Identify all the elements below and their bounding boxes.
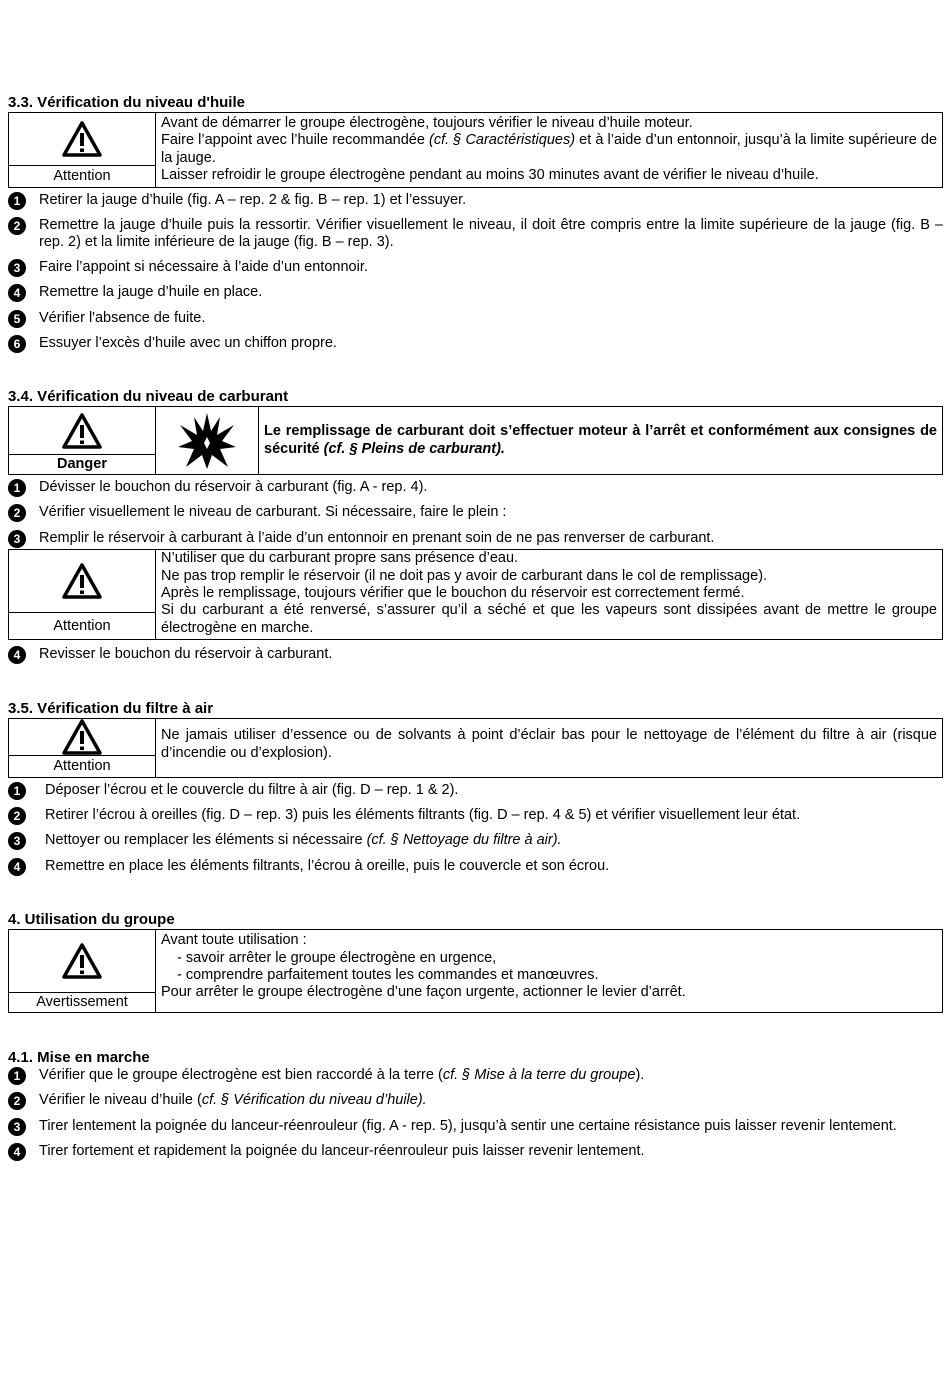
- step-number: 1: [8, 782, 26, 800]
- list-item: 4 Remettre la jauge d’huile en place.: [8, 284, 943, 302]
- fuel-steps-list-2: [8, 646, 943, 664]
- list-item: 6 Essuyer l’excès d’huile avec un chiffon propre.: [8, 335, 943, 353]
- startup-steps-list: [8, 1067, 943, 1162]
- air-filter-steps-list: [8, 782, 943, 877]
- attention-box-fuel: [8, 549, 943, 640]
- air-filter-warning-text: Ne jamais utiliser d’essence ou de solvants à point d’éclair bas pour le nettoyage de l’élément du filtre à air (risque d’incendie ou d’explosion).: [161, 727, 937, 761]
- section-title-4: 4. Utilisation du groupe: [8, 911, 175, 929]
- list-item: 2 Vérifier le niveau d’huile (cf. § Vérification du niveau d’huile).: [8, 1092, 943, 1110]
- attention-label: Attention: [9, 612, 155, 639]
- attention-label: Attention: [9, 755, 155, 777]
- oil-steps-list: [8, 192, 943, 354]
- oil-warning-line-1: Avant de démarrer le groupe électrogène, toujours vérifier le niveau d’huile moteur.: [161, 115, 693, 131]
- fuel-danger-text: Le remplissage de carburant doit s’effectuer moteur à l’arrêt et conformément aux consignes de sécurité (cf. § Pleins de carburant).: [264, 423, 937, 457]
- step-number: 3: [8, 832, 26, 850]
- step-number: 2: [8, 217, 26, 235]
- usage-line-3: - comprendre parfaitement toutes les commandes et manœuvres.: [177, 966, 599, 983]
- attention-label: Attention: [9, 165, 155, 187]
- list-item: 1 Dévisser le bouchon du réservoir à carburant (fig. A - rep. 4).: [8, 479, 943, 497]
- list-item: 4 Remettre en place les éléments filtrants, l’écrou à oreille, puis le couvercle et son écrou.: [8, 858, 943, 876]
- fuel-steps-list: [8, 479, 943, 548]
- section-title-4-1: 4.1. Mise en marche: [8, 1048, 150, 1066]
- step-number: 4: [8, 858, 26, 876]
- fuel-attention-line-1: N’utiliser que du carburant propre sans présence d’eau.: [161, 550, 519, 567]
- warning-triangle-icon: [62, 563, 102, 599]
- step-number: 4: [8, 1143, 26, 1161]
- explosion-icon: [176, 411, 238, 471]
- fuel-attention-line-4: Si du carburant a été renversé, s’assurer qu’il a séché et que les vapeurs sont dissipées avant de mettre le groupe électrogène en marche.: [161, 602, 937, 636]
- warning-triangle-icon: [62, 121, 102, 157]
- danger-box-fuel: [8, 406, 943, 475]
- list-item: 3 Remplir le réservoir à carburant à l’aide d’un entonnoir en prenant soin de ne pas renverser de carburant.: [8, 530, 943, 548]
- step-number: 4: [8, 646, 26, 664]
- list-item: 4 Tirer fortement et rapidement la poignée du lanceur-réenrouleur puis laisser revenir lentement.: [8, 1143, 943, 1161]
- attention-box-oil: [8, 112, 943, 188]
- step-number: 2: [8, 807, 26, 825]
- section-title-3-3: 3.3. Vérification du niveau d'huile: [8, 94, 245, 111]
- usage-line-4: Pour arrêter le groupe électrogène d’une façon urgente, actionner le levier d’arrêt.: [161, 984, 686, 1001]
- oil-warning-line-2: Faire l’appoint avec l’huile recommandée (cf. § Caractéristiques) et à l’aide d’un entonnoir, jusqu’à la limite supérieure de la jauge.: [161, 132, 938, 166]
- list-item: 3 Tirer lentement la poignée du lanceur-réenrouleur (fig. A - rep. 5), jusqu’à sentir une certaine résistance puis laisser revenir lentement.: [8, 1118, 943, 1136]
- list-item: 4 Revisser le bouchon du réservoir à carburant.: [8, 646, 943, 664]
- step-number: 3: [8, 259, 26, 277]
- attention-box-air-filter: [8, 718, 943, 778]
- step-number: 1: [8, 1067, 26, 1085]
- oil-warning-line-3: Laisser refroidir le groupe électrogène pendant au moins 30 minutes avant de vérifier le niveau d’huile.: [161, 167, 819, 184]
- step-number: 4: [8, 284, 26, 302]
- warning-triangle-icon: [62, 943, 102, 979]
- list-item: 1 Déposer l’écrou et le couvercle du filtre à air (fig. D – rep. 1 & 2).: [8, 782, 943, 800]
- step-number: 6: [8, 335, 26, 353]
- step-number: 2: [8, 1092, 26, 1110]
- warning-box-usage: [8, 929, 943, 1013]
- step-number: 1: [8, 479, 26, 497]
- section-title-3-4: 3.4. Vérification du niveau de carburant: [8, 388, 289, 406]
- list-item: 3 Faire l’appoint si nécessaire à l’aide d’un entonnoir.: [8, 259, 943, 277]
- step-number: 1: [8, 192, 26, 210]
- list-item: 1 Retirer la jauge d’huile (fig. A – rep. 2 & fig. B – rep. 1) et l’essuyer.: [8, 192, 943, 210]
- section-title-3-5: 3.5. Vérification du filtre à air: [8, 699, 214, 717]
- danger-label: Danger: [9, 454, 155, 474]
- list-item: 2 Remettre la jauge d’huile puis la ressortir. Vérifier visuellement le niveau, il doit être compris entre la limite supérieure de la jauge (fig. B – rep. 2) et la limite inférieure de la jauge (fig. B – rep. 3).: [8, 217, 943, 252]
- list-item: 5 Vérifier l'absence de fuite.: [8, 310, 943, 328]
- step-number: 2: [8, 504, 26, 522]
- warning-triangle-icon: [62, 413, 102, 449]
- fuel-attention-line-2: Ne pas trop remplir le réservoir (il ne doit pas y avoir de carburant dans le col de remplissage).: [161, 567, 768, 584]
- step-number: 5: [8, 310, 26, 328]
- warning-label: Avertissement: [9, 992, 155, 1012]
- list-item: 3 Nettoyer ou remplacer les éléments si nécessaire (cf. § Nettoyage du filtre à air).: [8, 832, 943, 850]
- warning-triangle-icon: [62, 719, 102, 755]
- document-page: [8, 94, 943, 1168]
- step-number: 3: [8, 1118, 26, 1136]
- usage-line-2: - savoir arrêter le groupe électrogène en urgence,: [177, 949, 497, 966]
- step-number: 3: [8, 530, 26, 548]
- list-item: 1 Vérifier que le groupe électrogène est bien raccordé à la terre (cf. § Mise à la terre du groupe).: [8, 1067, 943, 1085]
- list-item: 2 Retirer l’écrou à oreilles (fig. D – rep. 3) puis les éléments filtrants (fig. D – rep. 4 & 5) et vérifier visuellement leur état.: [8, 807, 943, 825]
- fuel-attention-line-3: Après le remplissage, toujours vérifier que le bouchon du réservoir est correctement fermé.: [161, 585, 745, 602]
- list-item: 2 Vérifier visuellement le niveau de carburant. Si nécessaire, faire le plein :: [8, 504, 943, 522]
- usage-line-1: Avant toute utilisation :: [161, 932, 307, 949]
